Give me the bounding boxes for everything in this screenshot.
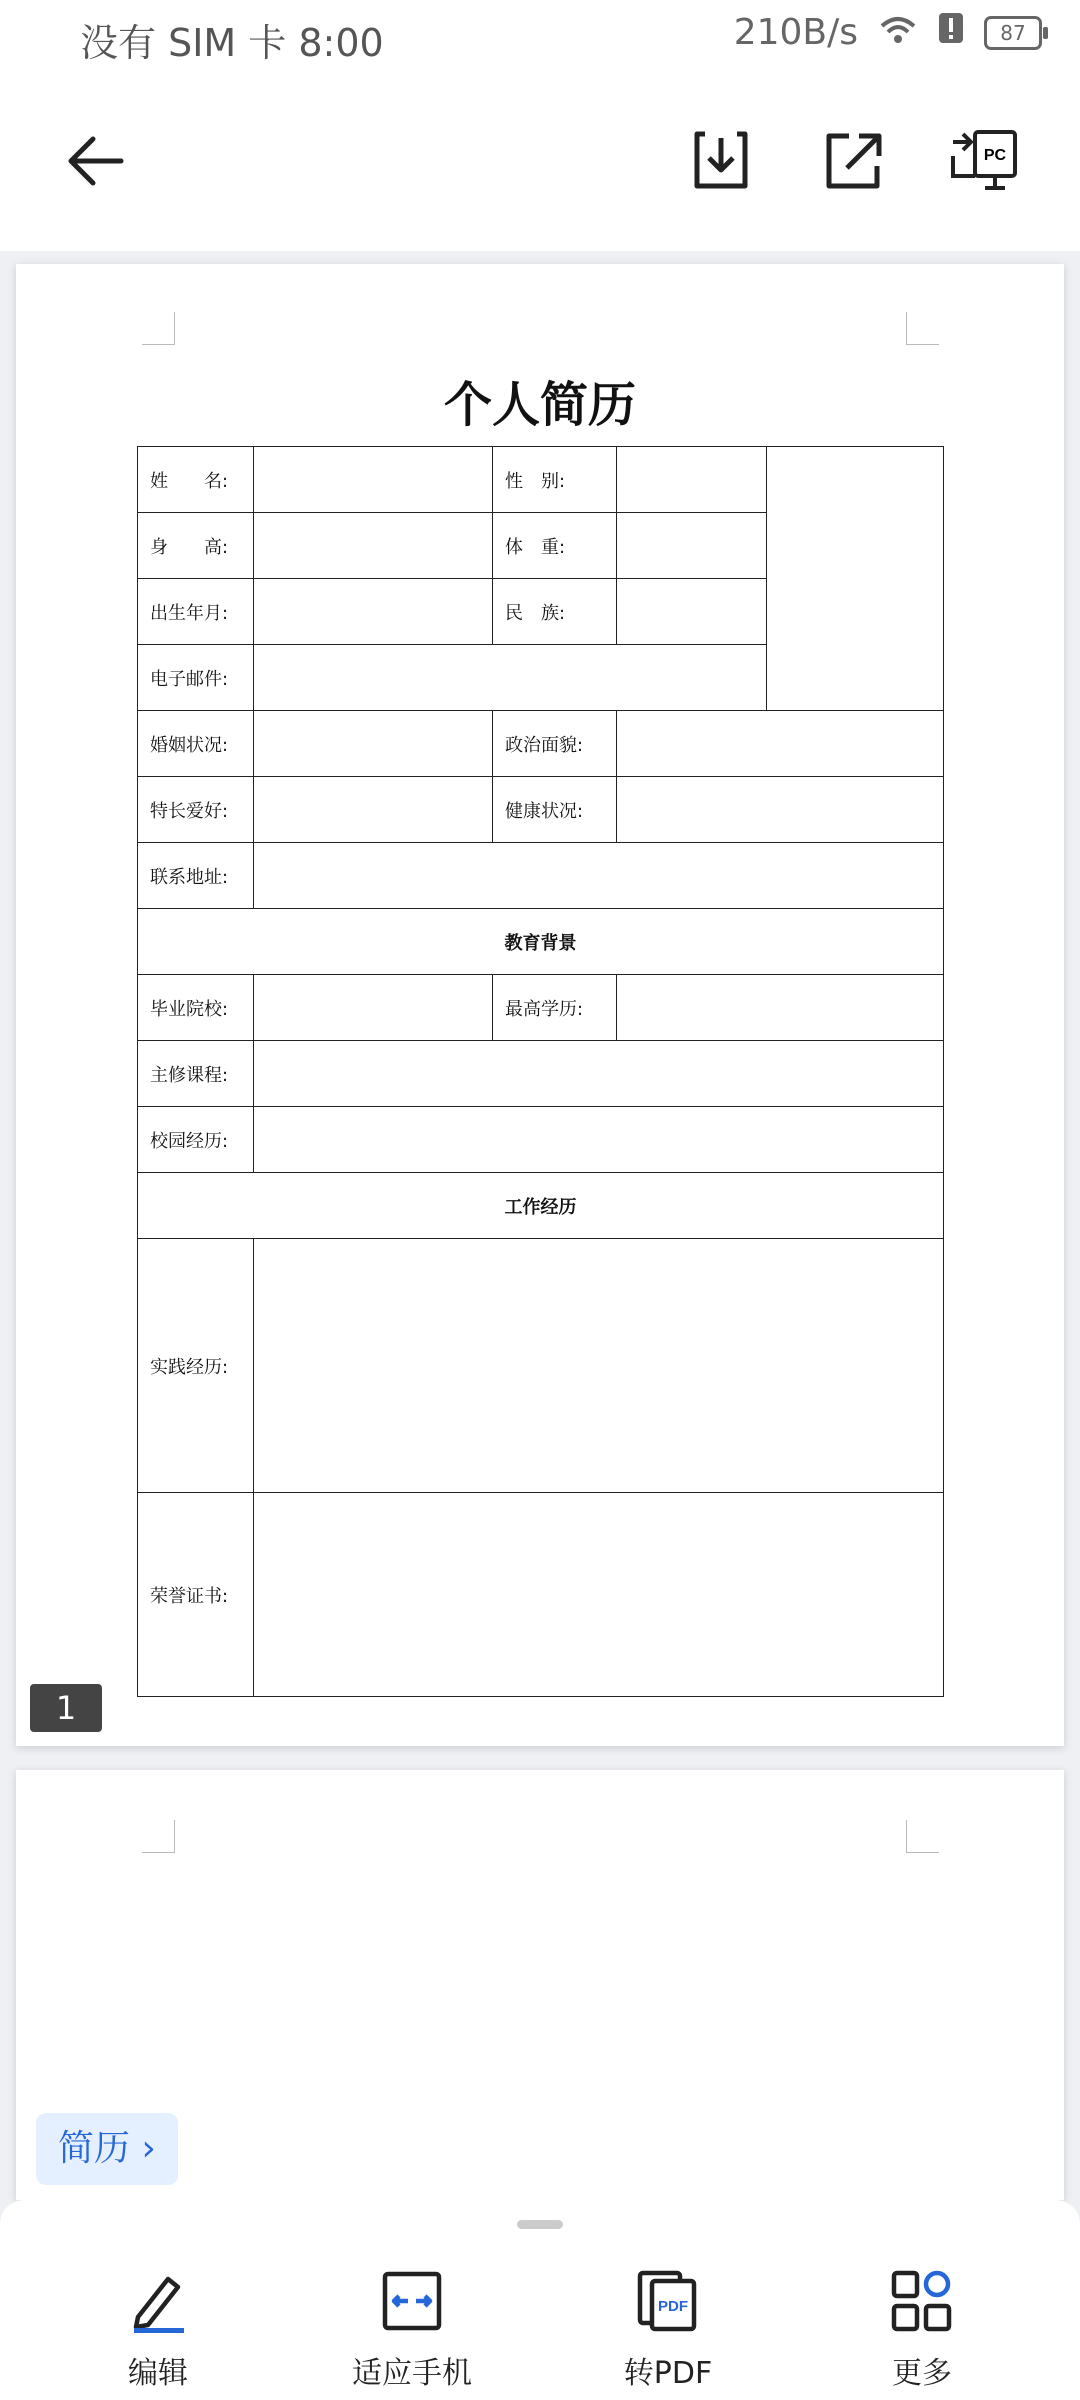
corner-mark	[142, 1820, 175, 1853]
ethnicity-cell[interactable]	[617, 579, 767, 645]
practice-cell[interactable]	[254, 1239, 944, 1493]
hobby-label: 特长爱好:	[138, 777, 254, 843]
cast-to-pc-icon	[949, 130, 1017, 192]
download-button[interactable]	[676, 116, 766, 206]
table-row	[138, 975, 944, 1041]
download-icon	[691, 130, 751, 192]
health-cell[interactable]	[617, 777, 944, 843]
height-label: 身 高:	[138, 513, 254, 579]
weight-cell[interactable]	[617, 513, 767, 579]
birth-cell[interactable]	[254, 579, 493, 645]
document-type-chip[interactable]: 简历 ›	[36, 2113, 178, 2185]
top-toolbar	[0, 76, 1080, 251]
network-speed: 210B/s	[733, 12, 858, 53]
bottom-action-bar	[0, 2200, 1080, 2400]
email-label: 电子邮件:	[138, 645, 254, 711]
table-row	[138, 1239, 944, 1493]
clock: 8:00	[298, 21, 384, 65]
fit-phone-button[interactable]	[312, 2266, 512, 2392]
edit-label: 编辑	[128, 2356, 188, 2391]
practice-label: 实践经历:	[138, 1239, 254, 1493]
honors-cell[interactable]	[254, 1493, 944, 1697]
email-cell[interactable]	[254, 645, 767, 711]
address-label: 联系地址:	[138, 843, 254, 909]
share-icon	[823, 130, 883, 192]
to-pdf-label: 转PDF	[623, 2356, 713, 2391]
address-cell[interactable]	[254, 843, 944, 909]
table-row	[138, 777, 944, 843]
political-label: 政治面貌:	[493, 711, 617, 777]
marital-cell[interactable]	[254, 711, 493, 777]
cast-to-pc-button[interactable]	[938, 116, 1028, 206]
table-row	[138, 1107, 944, 1173]
table-row	[138, 1493, 944, 1697]
height-cell[interactable]	[254, 513, 493, 579]
drag-handle[interactable]	[517, 2220, 563, 2229]
fit-width-icon	[312, 2266, 512, 2336]
battery-icon: 87	[984, 16, 1042, 50]
status-bar	[0, 0, 1080, 76]
corner-mark	[906, 1820, 939, 1853]
page-number-badge: 1	[30, 1684, 102, 1732]
alert-icon	[938, 12, 964, 53]
table-row	[138, 843, 944, 909]
table-row	[138, 711, 944, 777]
gender-cell[interactable]	[617, 447, 767, 513]
more-button[interactable]	[822, 2266, 1022, 2392]
arrow-left-icon	[63, 133, 127, 189]
table-row	[138, 1041, 944, 1107]
svg-text:PDF: PDF	[658, 2298, 688, 2315]
edit-button[interactable]	[58, 2266, 258, 2392]
resume-table	[137, 446, 944, 1697]
pencil-icon	[58, 2266, 258, 2336]
courses-label: 主修课程:	[138, 1041, 254, 1107]
honors-label: 荣誉证书:	[138, 1493, 254, 1697]
to-pdf-button[interactable]	[568, 2266, 768, 2392]
carrier-text: 没有 SIM 卡	[80, 21, 287, 65]
name-cell[interactable]	[254, 447, 493, 513]
corner-mark	[906, 312, 939, 345]
grid-more-icon	[822, 2266, 1022, 2336]
gender-label: 性 别:	[493, 447, 617, 513]
degree-cell[interactable]	[617, 975, 944, 1041]
degree-label: 最高学历:	[493, 975, 617, 1041]
campus-label: 校园经历:	[138, 1107, 254, 1173]
document-page-1	[16, 264, 1064, 1746]
document-title: 个人简历	[443, 377, 636, 433]
school-label: 毕业院校:	[138, 975, 254, 1041]
marital-label: 婚姻状况:	[138, 711, 254, 777]
photo-cell[interactable]	[767, 447, 944, 711]
svg-text:PC: PC	[983, 147, 1007, 164]
more-label: 更多	[892, 2356, 952, 2391]
health-label: 健康状况:	[493, 777, 617, 843]
status-right	[734, 12, 1042, 53]
education-header: 教育背景	[138, 909, 944, 975]
campus-cell[interactable]	[254, 1107, 944, 1173]
courses-cell[interactable]	[254, 1041, 944, 1107]
corner-mark	[142, 312, 175, 345]
share-button[interactable]	[808, 116, 898, 206]
back-button[interactable]	[50, 116, 140, 206]
wifi-icon	[878, 12, 918, 53]
hobby-cell[interactable]	[254, 777, 493, 843]
political-cell[interactable]	[617, 711, 944, 777]
school-cell[interactable]	[254, 975, 493, 1041]
fit-phone-label: 适应手机	[352, 2356, 472, 2391]
ethnicity-label: 民 族:	[493, 579, 617, 645]
pdf-icon	[568, 2266, 768, 2336]
birth-label: 出生年月:	[138, 579, 254, 645]
status-left	[80, 12, 384, 67]
work-header: 工作经历	[138, 1173, 944, 1239]
name-label: 姓 名:	[138, 447, 254, 513]
weight-label: 体 重:	[493, 513, 617, 579]
table-row	[138, 909, 944, 975]
table-row	[138, 447, 944, 513]
table-row	[138, 1173, 944, 1239]
